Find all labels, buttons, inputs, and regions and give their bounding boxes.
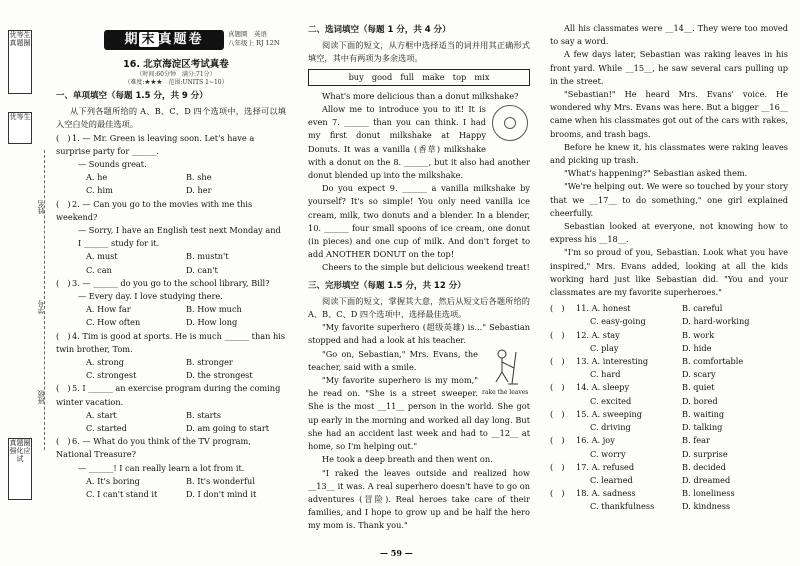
- word-bank: buy good full make top mix: [308, 69, 530, 86]
- section2-paragraph: Allow me to introduce you to it! It is even 7. ______ than you can think. I had my first donut milkshake at Happy Donuts. It was a vanilla (香草) milkshake with a donut on the 8. ______, but it also had another donut blended up into the milkshake.: [308, 104, 530, 181]
- cloze-option-group: ( ) 17. A. refused B. decided C. learned D. dreamed: [550, 461, 731, 485]
- story-paragraph: "We're helping out. We were so touched by your story that we __17__ to do something," one girl explained cheerfully.: [550, 181, 788, 218]
- section3-heading: 三、完形填空（每题 1.5 分，共 12 分）: [308, 280, 466, 291]
- exam-title: 16. 北京海淀区考试真卷: [123, 59, 229, 70]
- section1-heading: 一、单项填空（每题 1.5 分，共 9 分）: [56, 91, 208, 101]
- margin-brand-box-small: 优等生: [8, 112, 32, 144]
- story-paragraph: "I'm so proud of you, Sebastian. Look what you have inspired," Mrs. Evans added, looking at all the kids working hard just like Sebastian did. "You and your classmates are my favorite superheroes.": [550, 247, 788, 298]
- column-middle: [308, 0, 530, 533]
- exam-header: [56, 0, 286, 88]
- milkshake-illustration: [492, 105, 528, 141]
- margin-brand-box: 优等生 真题圈: [8, 30, 32, 94]
- column-left: [56, 0, 286, 501]
- story-paragraph: He took a deep breath and then went on.: [322, 454, 493, 465]
- question-4: ( )4. Tim is good at sports. He is much ______ than his twin brother, Tom. A. strong B. stronger C. strongest D. the strongest: [56, 330, 286, 381]
- illustration-caption: rake the leaves: [482, 388, 529, 396]
- cloze-option-group: ( ) 16. A. joy B. fear C. worry D. surprise: [550, 435, 728, 459]
- binding-margin: [0, 0, 50, 566]
- story-paragraph: "Go on, Sebastian," Mrs. Evans, the teacher, said with a smile.: [308, 348, 478, 372]
- question-1: ( )1. — Mr. Green is leaving soon. Let's have a surprise party for ______. — Sounds great. A. he B. she C. him D. her: [56, 132, 255, 196]
- cloze-option-group: ( ) 14. A. sleepy B. quiet C. excited D. bored: [550, 382, 718, 406]
- question-2: ( )2. — Can you go to the movies with me this weekend? — Sorry, I have an English test next Monday and I ______ study for it. A. must B. mustn't C. can D. can't: [56, 198, 281, 275]
- exam-meta: 真题圈 英语 八年级上 RJ 12N: [228, 30, 280, 47]
- column-right: [550, 0, 788, 514]
- cloze-option-group: ( ) 13. A. interesting B. comfortable C. hard D. scary: [550, 356, 744, 380]
- story-paragraph: "What's happening?" Sebastian asked them.: [564, 168, 748, 179]
- question-3: ( )3. — ______ do you go to the school library, Bill? — Every day. I love studying there. A. How far B. How much C. How often D. How long: [56, 277, 270, 328]
- exam-banner: 期 末 真题卷: [104, 30, 224, 50]
- name-label: 姓名: [37, 200, 45, 214]
- section2-instruction: 阅读下面的短文，从方框中选择适当的词并用其正确形式填空，其中有两项为多余选项。: [308, 40, 530, 64]
- cloze-option-group: ( ) 11. A. honest B. careful C. easy-going D. hard-working: [550, 303, 750, 327]
- cloze-option-group: ( ) 12. A. stay B. work C. play D. hide: [550, 329, 715, 353]
- cloze-option-group: ( ) 18. A. sadness B. loneliness C. thankfulness D. kindness: [550, 488, 735, 512]
- section2-paragraph: What's more delicious than a donut milkshake?: [322, 90, 519, 101]
- rake-leaves-icon: [482, 348, 522, 386]
- student-number-label: 学号: [37, 300, 45, 314]
- story-paragraph: Before he knew it, his classmates were raking leaves and picking up trash.: [550, 141, 788, 166]
- story-paragraph: "My favorite superhero (超级英雄) is..." Sebastian stopped and had a look at his teacher.: [308, 322, 530, 346]
- section2-paragraph: Cheers to the simple but delicious weekend treat!: [322, 262, 530, 273]
- sweeper-illustration: [482, 348, 530, 396]
- class-label: 班级: [37, 390, 45, 404]
- section2-heading: 二、选词填空（每题 1 分，共 4 分）: [308, 25, 451, 35]
- question-5: ( )5. I ______ an exercise program during the coming winter vacation. A. start B. starts C. started D. am going to start: [56, 383, 281, 434]
- story-paragraph: A few days later, Sebastian was raking leaves in his front yard. While __15__, he saw several cars pulling up in the street.: [550, 49, 788, 86]
- section1-question-list: [56, 132, 286, 502]
- section1-instruction: 从下列各题所给的 A、B、C、D 四个选项中，选择可以填入空白处的最佳选项。: [56, 106, 286, 130]
- story-paragraph: Sebastian looked at everyone, not knowing how to express his __18__.: [550, 221, 788, 245]
- page-number: — 59 —: [380, 548, 413, 558]
- story-paragraph: All his classmates were __14__. They were too moved to say a word.: [550, 23, 788, 47]
- exam-subtitle: （时间:60分钟 满分:71分） （难度:★★★ 范围:UNITS 1~10）: [124, 71, 228, 86]
- cloze-option-group: ( ) 15. A. sweeping B. waiting C. driving D. talking: [550, 408, 725, 433]
- cut-line: [44, 150, 45, 450]
- story-paragraph: "I raked the leaves outside and realized how __13__ it was. A real superhero doesn't have to go on adventures (冒险). Real heroes take care of their families, and I hope to grow up and be half the hero my mom is. Thank you.": [308, 467, 530, 531]
- section3-instruction: 阅读下面的短文，掌握其大意，然后从短文后各题所给的 A、B、C、D 四个选项中，选择最佳选项。: [308, 295, 530, 320]
- question-6: ( )6. — What do you think of the TV program, National Treasure? — ______! I can really learn a lot from it. A. It's boring B. It's wonderful C. I can't stand it D. I don't mind it: [56, 436, 257, 500]
- story-paragraph: "My favorite superhero is my mom," he read on. "She is a street sweeper. She is the most __11__ person in the world. She got up early in the morning and worked all day long. But she had an accident last week and had to __12__ at home, so I'm helping out.": [308, 375, 530, 452]
- story-paragraph: "Sebastian!" He heard Mrs. Evans' voice. He wondered why Mrs. Evans was here. But a bigger __16__ came when his classmates got out of the cars with rakes, brooms, and trash bags.: [550, 89, 788, 139]
- cloze-options: [550, 302, 788, 513]
- margin-brand-box-bottom: 真题圈 强化应试: [8, 438, 32, 500]
- section2-paragraph: Do you expect 9. ______ a vanilla milkshake by yourself? It's so simple! You only need vanilla ice cream, milk, two donuts and a blender. In a blender, 10. ______ four small spoons of ice cream, one donut (in pieces) and one cup of milk. And don't forget to add ANOTHER DONUT on the top!: [308, 183, 530, 260]
